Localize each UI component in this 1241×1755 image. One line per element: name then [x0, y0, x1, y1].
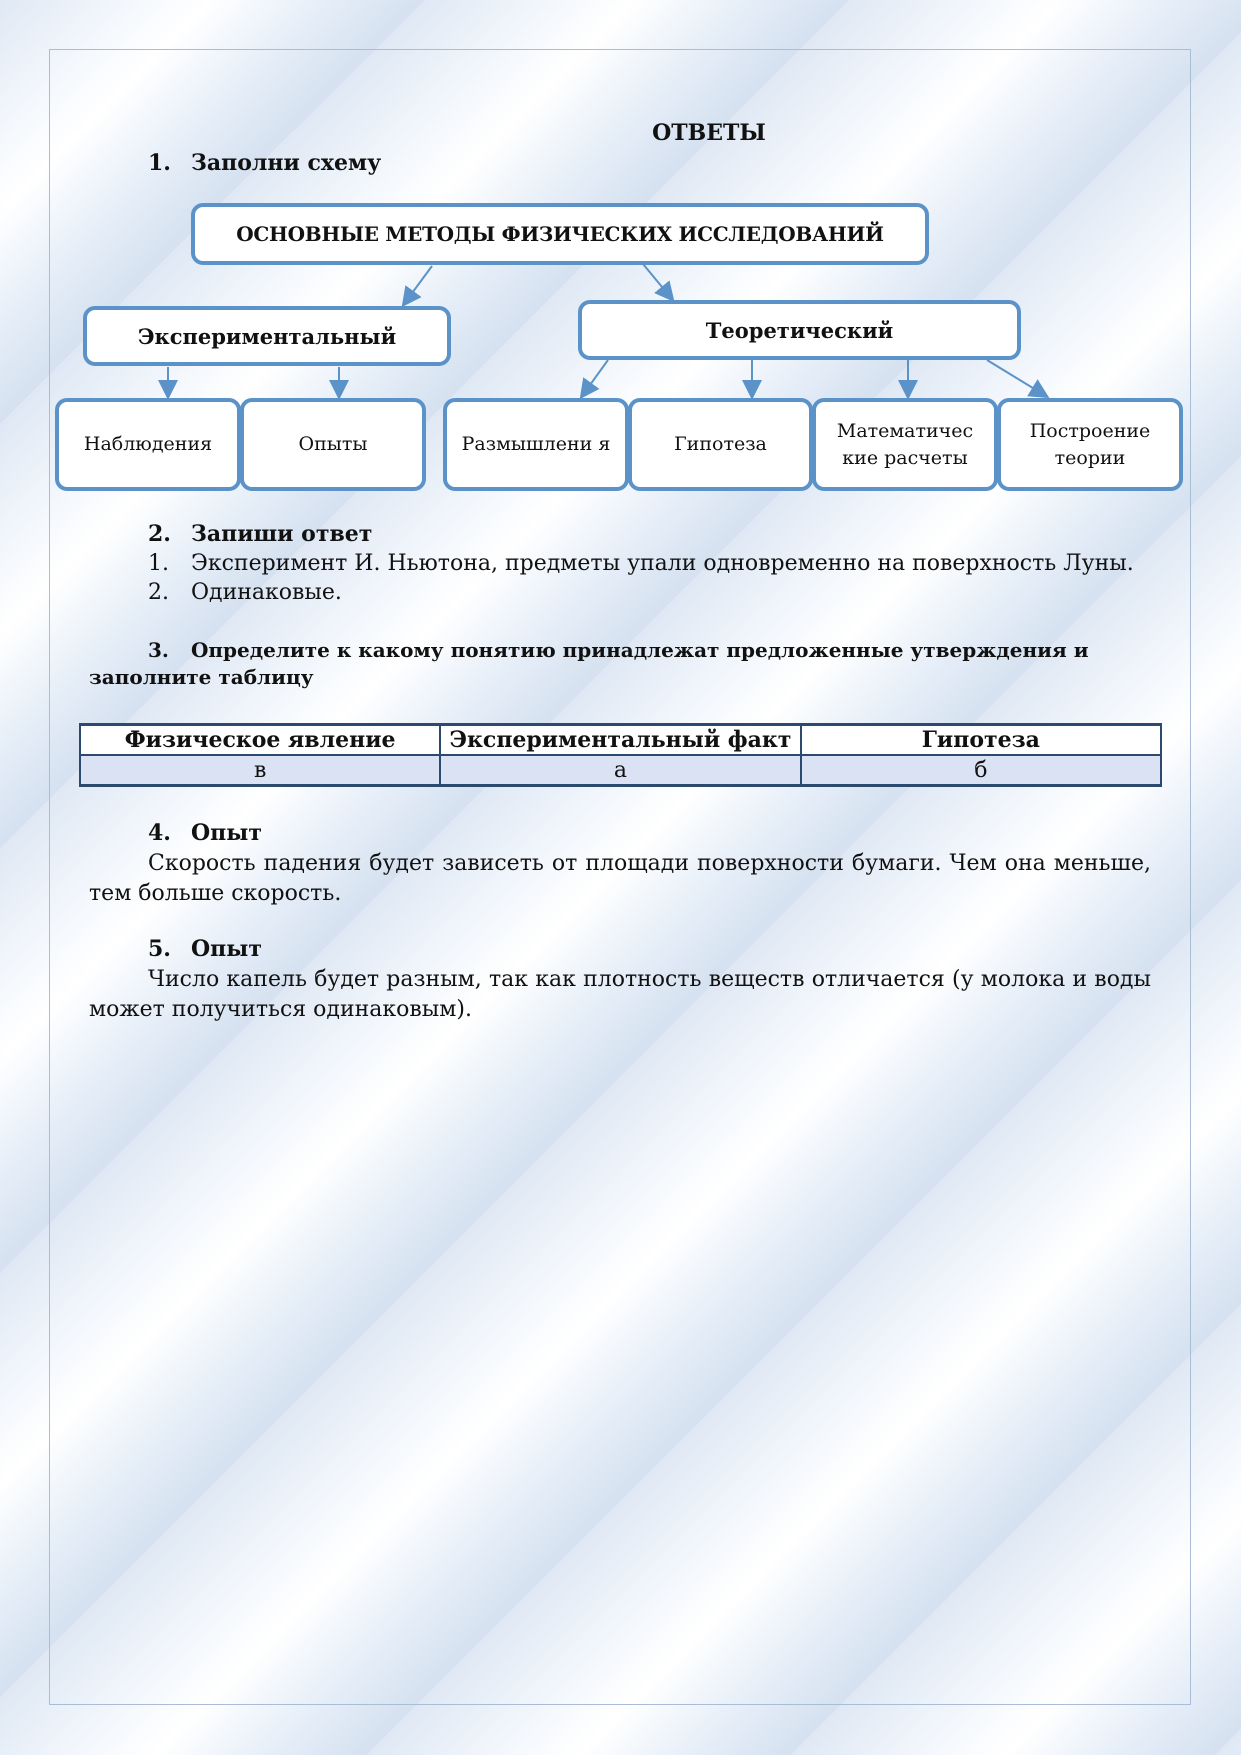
diagram-leaf-calculations: Математичес кие расчеты — [812, 398, 998, 491]
diagram-theoretical-box: Теоретический — [578, 300, 1021, 360]
section4-text: Скорость падения будет зависеть от площади поверхности бумаги. Чем она меньше, тем больше скорость. — [89, 851, 1151, 906]
table-header-cell: Физическое явление — [80, 725, 440, 756]
table-header-cell: Гипотеза — [801, 725, 1161, 756]
arrow-theo-to-reflections — [582, 360, 608, 396]
arrow-root-to-theoretical — [643, 264, 672, 299]
section2-heading — [148, 521, 372, 547]
diagram-leaf-reflections: Размышлени я — [443, 398, 629, 491]
diagram-leaf-hypothesis: Гипотеза — [628, 398, 813, 491]
diagram-leaf-theory: Построение теории — [997, 398, 1183, 491]
table-cell: б — [801, 755, 1161, 786]
table-cell: в — [80, 755, 440, 786]
answer-item-text: Эксперимент И. Ньютона, предметы упали одновременно на поверхность Луны. — [191, 551, 1134, 576]
table-row — [80, 755, 1161, 786]
answer-item — [148, 580, 342, 605]
arrow-theo-to-theory — [987, 360, 1046, 396]
section3-heading — [148, 638, 1089, 662]
table-cell: а — [440, 755, 800, 786]
answer-item — [148, 551, 1134, 576]
section5-heading — [148, 936, 262, 962]
diagram-experimental-box: Экспериментальный — [83, 306, 451, 366]
section3-title-line1: Определите к какому понятию принадлежат предложенные утверждения и — [191, 638, 1089, 662]
table-header-cell: Экспериментальный факт — [440, 725, 800, 756]
section1-number: 1. — [148, 150, 171, 176]
section3-heading-line2: заполните таблицу — [89, 665, 314, 689]
table-header-row — [80, 725, 1161, 756]
section5-title: Опыт — [191, 936, 262, 962]
page-title: ОТВЕТЫ — [652, 120, 766, 146]
arrow-root-to-experimental — [404, 266, 432, 304]
section2-number: 2. — [148, 521, 171, 547]
diagram-root-box: ОСНОВНЫЕ МЕТОДЫ ФИЗИЧЕСКИХ ИССЛЕДОВАНИЙ — [191, 203, 929, 265]
section1-title: Заполни схему — [191, 150, 382, 176]
answer-item-number: 1. — [148, 551, 169, 576]
section4-number: 4. — [148, 820, 171, 846]
section2-title: Запиши ответ — [191, 521, 373, 547]
answer-item-text: Одинаковые. — [191, 580, 342, 605]
section3-number: 3. — [148, 638, 169, 662]
answer-table — [79, 723, 1162, 787]
section4-title: Опыт — [191, 820, 262, 846]
diagram-leaf-observations: Наблюдения — [55, 398, 241, 491]
answer-item-number: 2. — [148, 580, 169, 605]
section5-number: 5. — [148, 936, 171, 962]
section5-text: Число капель будет разным, так как плотность веществ отличается (у молока и воды может получиться одинаковым). — [89, 967, 1151, 1022]
section4-heading — [148, 820, 262, 846]
diagram-leaf-experiments: Опыты — [240, 398, 426, 491]
